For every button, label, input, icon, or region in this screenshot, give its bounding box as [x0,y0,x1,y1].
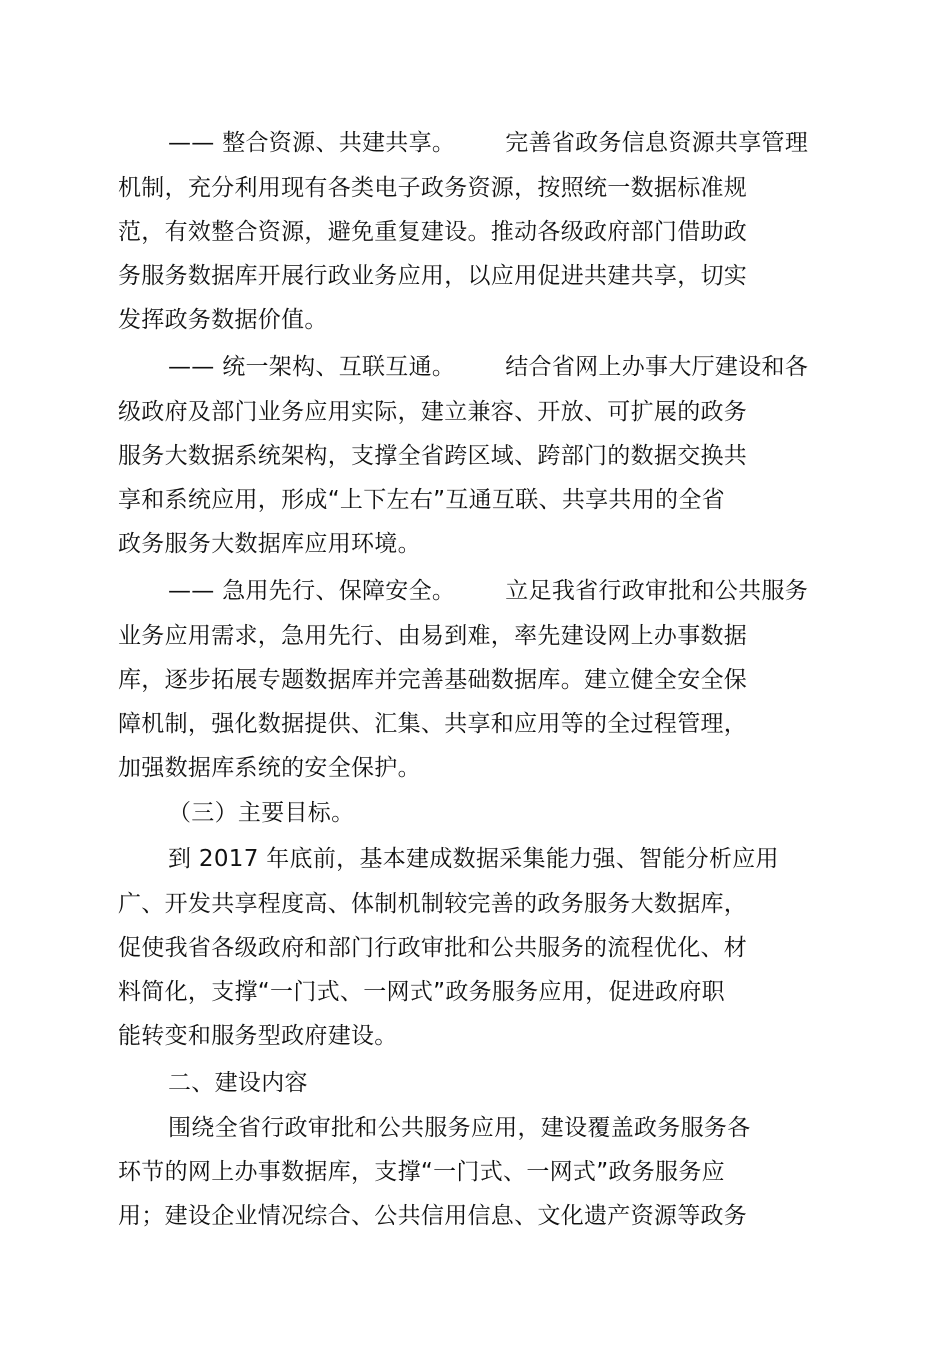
paragraph-line: 到 2017 年底前，基本建成数据采集能力强、智能分析应用 [168,846,779,872]
paragraph-line: 发挥政务数据价值。 [118,307,328,333]
paragraph-line: 库，逐步拓展专题数据库并完善基础数据库。建立健全安全保 [118,667,748,693]
paragraph-line: 围绕全省行政审批和公共服务应用，建设覆盖政务服务各 [168,1115,751,1141]
principle-text: 结合省网上办事大厅建设和各 [505,354,809,380]
paragraph-line: 料简化，支撑“一门式、一网式”政务服务应用，促进政府职 [118,979,725,1005]
paragraph-line: 服务大数据系统架构，支撑全省跨区域、跨部门的数据交换共 [118,443,748,469]
paragraph-line: 业务应用需求，急用先行、由易到难，率先建设网上办事数据 [118,623,748,649]
paragraph-line: 级政府及部门业务应用实际，建立兼容、开放、可扩展的政务 [118,399,748,425]
paragraph-line: 促使我省各级政府和部门行政审批和公共服务的流程优化、材 [118,935,748,961]
paragraph-line: 障机制，强化数据提供、汇集、共享和应用等的全过程管理， [118,711,748,737]
paragraph-line: 用；建设企业情况综合、公共信用信息、文化遗产资源等政务 [118,1203,748,1229]
principle-text: 立足我省行政审批和公共服务 [505,578,809,604]
paragraph-line [168,575,808,607]
paragraph-line: 享和系统应用，形成“上下左右”互通互联、共享共用的全省 [118,487,725,513]
paragraph-line: 范，有效整合资源，避免重复建设。推动各级政府部门借助政 [118,219,748,245]
paragraph-line: 能转变和服务型政府建设。 [118,1023,398,1049]
paragraph-line [168,351,808,383]
section-heading: （三）主要目标。 [168,800,355,826]
paragraph-line: 加强数据库系统的安全保护。 [118,755,421,781]
principle-heading: —— 统一架构、互联互通。 [168,354,456,380]
paragraph-line: 务服务数据库开展行政业务应用，以应用促进共建共享，切实 [118,263,748,289]
section-heading: 二、建设内容 [168,1070,308,1096]
paragraph-line: 机制，充分利用现有各类电子政务资源，按照统一数据标准规 [118,175,748,201]
paragraph-line: 政务服务大数据库应用环境。 [118,531,421,557]
principle-heading: —— 急用先行、保障安全。 [168,578,456,604]
principle-text: 完善省政务信息资源共享管理 [505,130,809,156]
paragraph-line: 广、开发共享程度高、体制机制较完善的政务服务大数据库， [118,891,748,917]
paragraph-line: 环节的网上办事数据库，支撑“一门式、一网式”政务服务应 [118,1159,725,1185]
principle-heading: —— 整合资源、共建共享。 [168,130,456,156]
paragraph-line [168,127,808,159]
